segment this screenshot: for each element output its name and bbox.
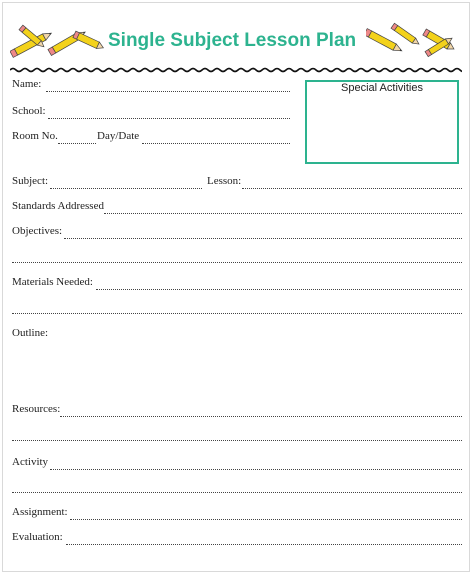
- subject-line[interactable]: [50, 188, 202, 189]
- resources-line-2[interactable]: [12, 440, 462, 441]
- day-date-line[interactable]: [142, 143, 290, 144]
- room-no-label: Room No.: [12, 130, 58, 142]
- objectives-line-1[interactable]: [64, 238, 462, 239]
- room-no-line[interactable]: [58, 143, 96, 144]
- pencils-right-icon: [366, 22, 462, 62]
- lesson-line[interactable]: [242, 188, 462, 189]
- resources-label: Resources:: [12, 403, 61, 415]
- evaluation-label: Evaluation:: [12, 531, 63, 543]
- materials-line-2[interactable]: [12, 313, 462, 314]
- school-line[interactable]: [48, 118, 290, 119]
- evaluation-line[interactable]: [66, 544, 462, 545]
- day-date-label: Day/Date: [97, 130, 140, 142]
- name-line[interactable]: [46, 91, 290, 92]
- special-activities-box[interactable]: [305, 80, 459, 164]
- subject-label: Subject:: [12, 175, 49, 187]
- wavy-divider: [10, 62, 462, 80]
- standards-line[interactable]: [104, 213, 462, 214]
- activity-line-1[interactable]: [50, 469, 462, 470]
- lesson-label: Lesson:: [207, 175, 242, 187]
- page-title: Single Subject Lesson Plan: [108, 30, 357, 51]
- name-label: Name:: [12, 78, 42, 90]
- activity-line-2[interactable]: [12, 492, 462, 493]
- resources-line-1[interactable]: [60, 416, 462, 417]
- pencils-left-icon: [10, 22, 106, 62]
- school-label: School:: [12, 105, 46, 117]
- objectives-line-2[interactable]: [12, 262, 462, 263]
- activity-label: Activity: [12, 456, 49, 468]
- standards-label: Standards Addressed: [12, 200, 104, 212]
- objectives-label: Objectives:: [12, 225, 63, 237]
- assignment-label: Assignment:: [12, 506, 68, 518]
- special-activities-title: Special Activities: [341, 82, 423, 94]
- materials-line-1[interactable]: [96, 289, 462, 290]
- assignment-line[interactable]: [70, 519, 462, 520]
- outline-label: Outline:: [12, 327, 49, 339]
- materials-label: Materials Needed:: [12, 276, 93, 288]
